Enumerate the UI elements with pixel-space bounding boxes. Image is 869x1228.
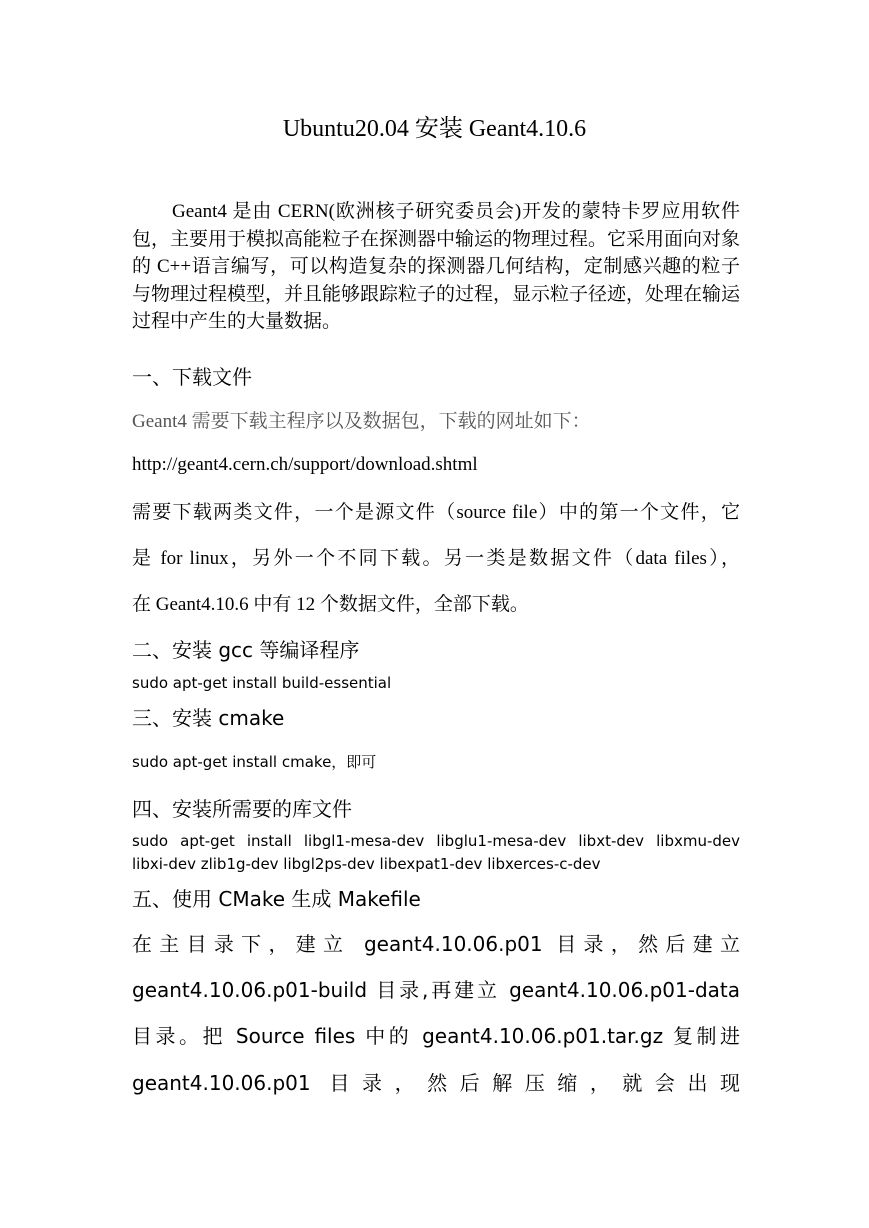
section-1-para-line-3: 在 Geant4.10.6 中有 12 个数据文件，全部下载。	[132, 594, 529, 615]
section-1-intro: Geant4 需要下载主程序以及数据包，下载的网址如下：	[132, 411, 591, 432]
download-url: http://geant4.cern.ch/support/download.shtml	[132, 454, 478, 475]
section-4-heading: 四、安装所需要的库文件	[132, 797, 352, 821]
section-1-para-line-2: 是 for linux，另外一个不同下载。另一类是数据文件（data files），	[132, 548, 740, 569]
section-4-command-line-2: libxi-dev zlib1g-dev libgl2ps-dev libexpat1-dev libxerces-c-dev	[132, 855, 601, 873]
section-2-heading: 二、安装 gcc 等编译程序	[132, 638, 360, 662]
section-5-heading: 五、使用 CMake 生成 Makefile	[132, 887, 421, 911]
section-5-line-4: geant4.10.06.p01 目录，然后解压缩，就会出现	[132, 1071, 740, 1095]
intro-paragraph: Geant4 是由 CERN(欧洲核子研究委员会)开发的蒙特卡罗应用软件包，主要用于模拟高能粒子在探测器中输运的物理过程。它采用面向对象的 C++语言编写，可以构造复杂的探测器几何结构，定制感兴趣的粒子与物理过程模型，并且能够跟踪粒子的过程，显示粒子径迹，处理在输运过程中产生的大量数据。	[132, 201, 741, 332]
section-2-command: sudo apt-get install build-essential	[132, 674, 392, 692]
section-1-para-line-1: 需要下载两类文件，一个是源文件（source file）中的第一个文件，它	[132, 502, 740, 523]
section-5-line-3: 目录。把 Source files 中的 geant4.10.06.p01.tar.gz 复制进	[132, 1024, 740, 1048]
section-1-heading: 一、下载文件	[132, 365, 252, 389]
section-3-heading: 三、安装 cmake	[132, 706, 285, 730]
section-3-command: sudo apt-get install cmake，即可	[132, 753, 377, 771]
section-5-line-2: geant4.10.06.p01-build 目录,再建立 geant4.10.06.p01-data	[132, 978, 740, 1002]
section-5-line-1: 在主目录下，建立 geant4.10.06.p01 目录，然后建立	[132, 932, 740, 956]
section-4-command-line-1: sudo apt-get install libgl1-mesa-dev libglu1-mesa-dev libxt-dev libxmu-dev	[132, 832, 740, 850]
document-title: Ubuntu20.04 安装 Geant4.10.6	[282, 116, 587, 142]
